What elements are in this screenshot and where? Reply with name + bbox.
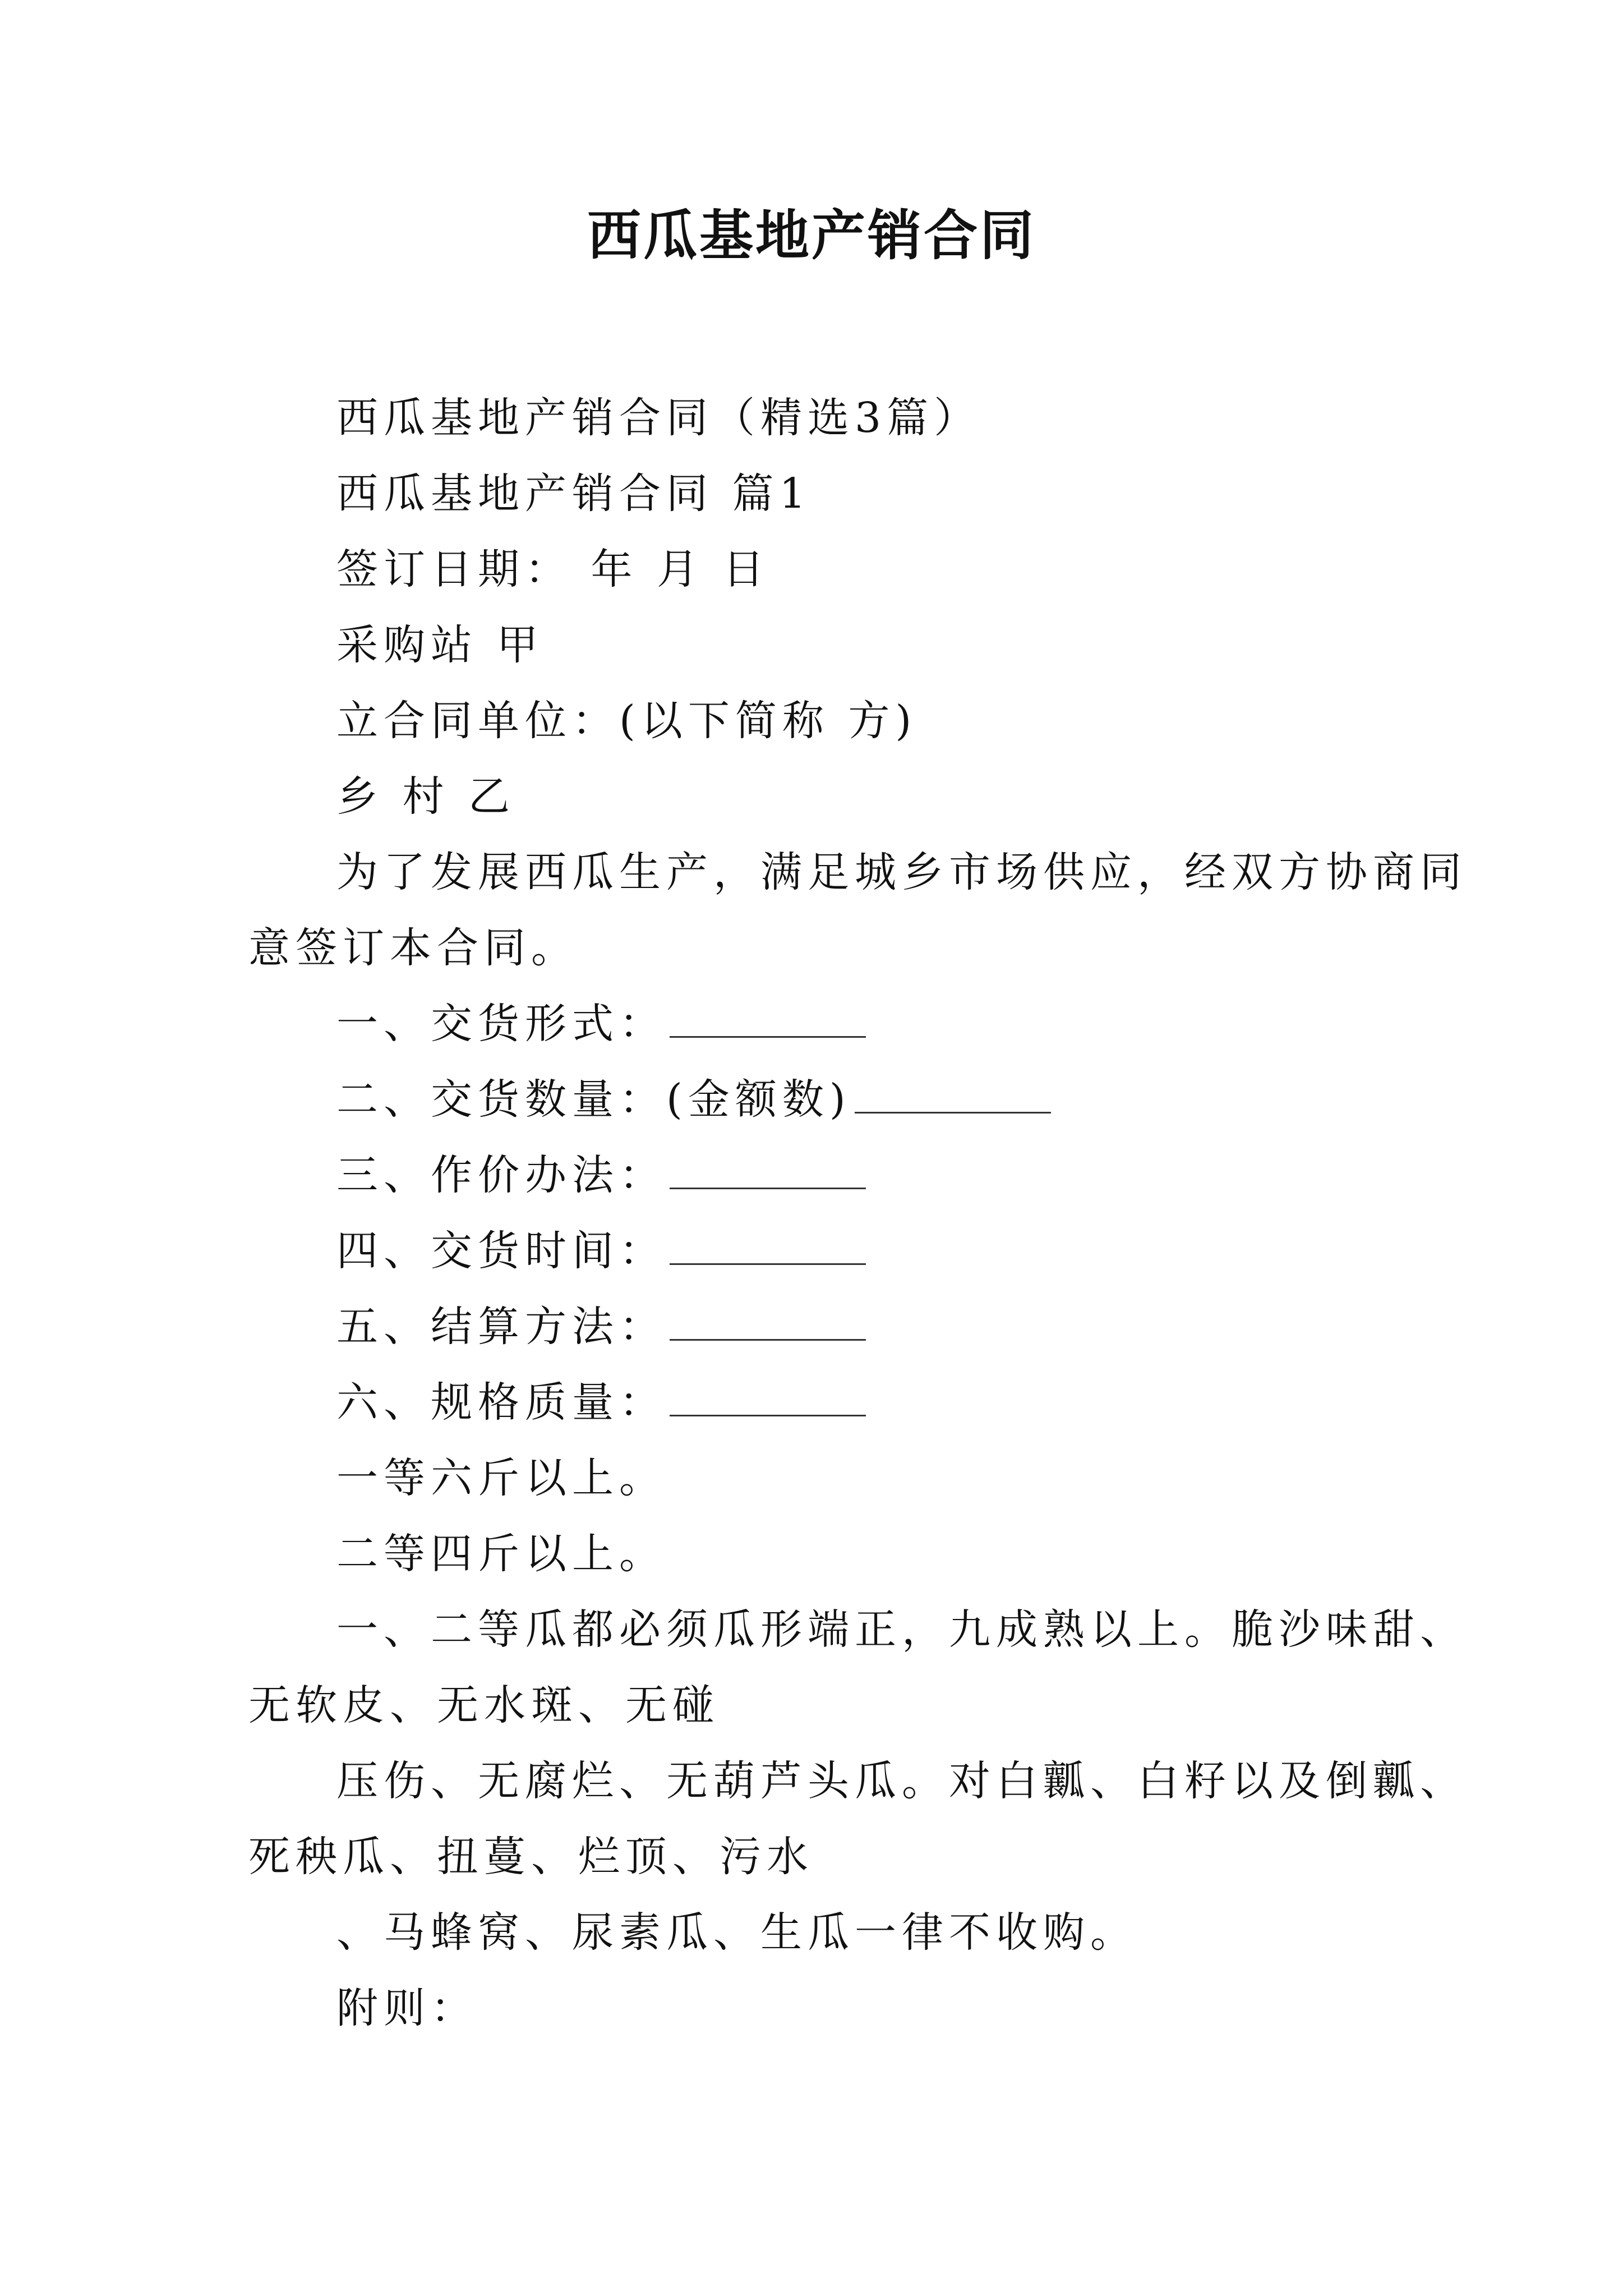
contract-units-line: 立合同单位：(以下简称 方) xyxy=(336,697,917,745)
clause-delivery-quantity xyxy=(336,1069,1051,1130)
clause-label: 一、交货形式： xyxy=(336,1000,666,1048)
clause-label: 二、交货数量：(金额数) xyxy=(336,1075,851,1124)
section-heading: 西瓜基地产销合同 篇1 xyxy=(336,470,811,518)
purpose-paragraph-line-2: 意签订本合同。 xyxy=(248,924,578,972)
clause-settlement-method xyxy=(336,1296,866,1358)
clause-label: 三、作价办法： xyxy=(336,1151,666,1199)
fill-in-blank xyxy=(670,1182,866,1189)
fill-in-blank xyxy=(670,1258,866,1265)
party-a-line: 采购站 甲 xyxy=(336,621,544,669)
purpose-paragraph-line-1: 为了发展西瓜生产，满足城乡市场供应，经双方协商同 xyxy=(336,848,1467,896)
clause-label: 四、交货时间： xyxy=(336,1227,666,1275)
clause-delivery-time xyxy=(336,1220,866,1282)
quality-paragraph-line-3: 压伤、无腐烂、无葫芦头瓜。对白瓤、白籽以及倒瓤、 xyxy=(336,1757,1467,1805)
clause-pricing-method xyxy=(336,1144,866,1206)
clause-delivery-form xyxy=(336,993,866,1055)
subtitle-line: 西瓜基地产销合同（精选3篇） xyxy=(336,394,981,442)
supplementary-provisions-heading: 附则： xyxy=(336,1984,478,2032)
quality-paragraph-line-5: 、马蜂窝、尿素瓜、生瓜一律不收购。 xyxy=(336,1908,1137,1957)
grade-two-line: 二等四斤以上。 xyxy=(336,1530,666,1578)
quality-paragraph-line-2: 无软皮、无水斑、无碰 xyxy=(248,1681,720,1729)
document-title: 西瓜基地产销合同 xyxy=(587,204,1036,267)
fill-in-blank xyxy=(670,1030,866,1038)
quality-paragraph-line-4: 死秧瓜、扭蔓、烂顶、污水 xyxy=(248,1833,814,1881)
clause-specification-quality xyxy=(336,1372,866,1433)
party-b-line: 乡 村 乙 xyxy=(336,772,516,821)
quality-paragraph-line-1: 一、二等瓜都必须瓜形端正，九成熟以上。脆沙味甜、 xyxy=(336,1605,1467,1654)
signing-date-line: 签订日期： 年 月 日 xyxy=(336,545,770,593)
clause-label: 六、规格质量： xyxy=(336,1378,666,1427)
grade-one-line: 一等六斤以上。 xyxy=(336,1454,666,1502)
clause-label: 五、结算方法： xyxy=(336,1303,666,1351)
fill-in-blank xyxy=(855,1106,1051,1114)
fill-in-blank xyxy=(670,1333,866,1341)
fill-in-blank xyxy=(670,1409,866,1416)
